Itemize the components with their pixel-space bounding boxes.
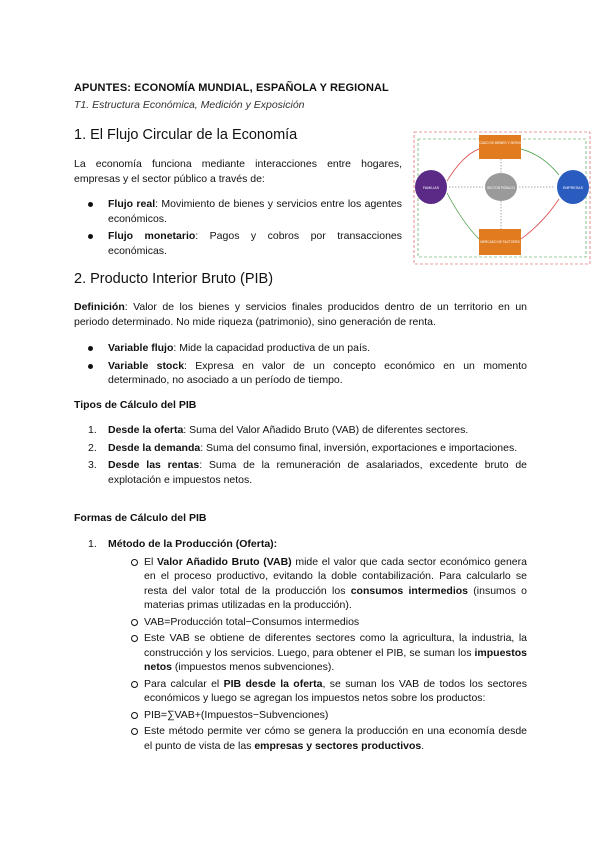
- section1-heading: 1. El Flujo Circular de la Economía: [74, 127, 298, 143]
- circle-bullet-icon: [131, 619, 138, 626]
- bullet-icon: [88, 364, 93, 369]
- section1-intro: La economía funciona mediante interacciones entre hogares, empresas y el sector público a través de:: [74, 158, 402, 185]
- section2-bullets: [74, 341, 527, 391]
- flow-arrow: [447, 193, 479, 239]
- circle-bullet-icon: [131, 559, 138, 566]
- market-goods-label: MERCADO DE BIENES Y SERVICIOS: [472, 141, 528, 145]
- sub-list-item: PIB=∑VAB+(Impuestos−Subvenciones): [74, 708, 527, 723]
- list-item: 2. Desde la demanda: Suma del consumo final, inversión, exportaciones e importaciones.: [88, 441, 518, 454]
- circle-bullet-icon: [131, 681, 138, 688]
- formas-list: [74, 537, 527, 755]
- document-subtitle: T1. Estructura Económica, Medición y Exposición: [74, 99, 305, 111]
- bullet-icon: [88, 234, 93, 239]
- pib-definition: Definición: Valor de los bienes y servicios finales producidos dentro de un territorio en un periodo determinado. No mide riqueza (patrimonio), sino generación de renta.: [74, 301, 527, 328]
- flow-arrow: [521, 199, 559, 239]
- formas-heading: Formas de Cálculo del PIB: [74, 512, 207, 524]
- list-item: 1. Desde la oferta: Suma del Valor Añadido Bruto (VAB) de diferentes sectores.: [88, 424, 469, 436]
- tipos-list: [74, 423, 527, 490]
- bullet-icon: [88, 346, 93, 351]
- flow-arrow: [447, 149, 479, 181]
- section2-heading: 2. Producto Interior Bruto (PIB): [74, 271, 274, 287]
- list-item: Flujo monetario: Pagos y cobros por transacciones económicas.: [74, 229, 402, 258]
- families-label: FAMILIAS: [422, 186, 440, 190]
- bullet-icon: [88, 202, 93, 207]
- public-sector-label: SECTOR PÚBLICO: [486, 186, 516, 190]
- circular-flow-diagram: [413, 131, 591, 265]
- section1-bullets: [74, 197, 402, 261]
- circle-bullet-icon: [131, 728, 138, 735]
- list-item: Variable flujo: Mide la capacidad productiva de un país.: [74, 341, 527, 356]
- list-item: 3. Desde las rentas: Suma de la remuneración de asalariados, excedente bruto de explotación e impuestos netos.: [88, 459, 528, 486]
- sub-list-item: VAB=Producción total−Consumos intermedios: [74, 615, 527, 630]
- circle-bullet-icon: [131, 712, 138, 719]
- tipos-heading: Tipos de Cálculo del PIB: [74, 399, 197, 411]
- companies-label: EMPRESAS: [563, 186, 583, 190]
- list-item: 1. Método de la Producción (Oferta):: [88, 538, 278, 550]
- sub-list-item: Este método permite ver cómo se genera la producción en una economía desde el punto de vista de las empresas y sectores productivos.: [74, 724, 527, 753]
- circle-bullet-icon: [131, 635, 138, 642]
- market-factors-label: MERCADO DE FACTORES: [480, 240, 520, 244]
- list-item: Variable stock: Expresa en valor de un concepto económico en un momento determinado, no asociado a un período de tiempo.: [74, 359, 527, 388]
- sub-list-item: Este VAB se obtiene de diferentes sectores como la agricultura, la industria, la construcción y los servicios. Luego, para obtener el PIB, se suman los impuestos netos (impuestos menos subvenciones).: [74, 631, 527, 675]
- sub-list-item: Para calcular el PIB desde la oferta, se suman los VAB de todos los sectores económicos y luego se agregan los impuestos netos sobre los productos:: [74, 677, 527, 706]
- sub-list-item: El Valor Añadido Bruto (VAB) mide el valor que cada sector económico genera en el proceso productivo, evitando la doble contabilización. Para calcularlo se resta del valor total de la producción los consumos intermedios (insumos o materias primas utilizadas en la producción).: [74, 555, 527, 613]
- list-item: Flujo real: Movimiento de bienes y servicios entre los agentes económicos.: [74, 197, 402, 226]
- document-title: APUNTES: ECONOMÍA MUNDIAL, ESPAÑOLA Y REGIONAL: [74, 82, 389, 94]
- market-goods-box: [479, 135, 521, 159]
- flow-arrow: [521, 149, 559, 175]
